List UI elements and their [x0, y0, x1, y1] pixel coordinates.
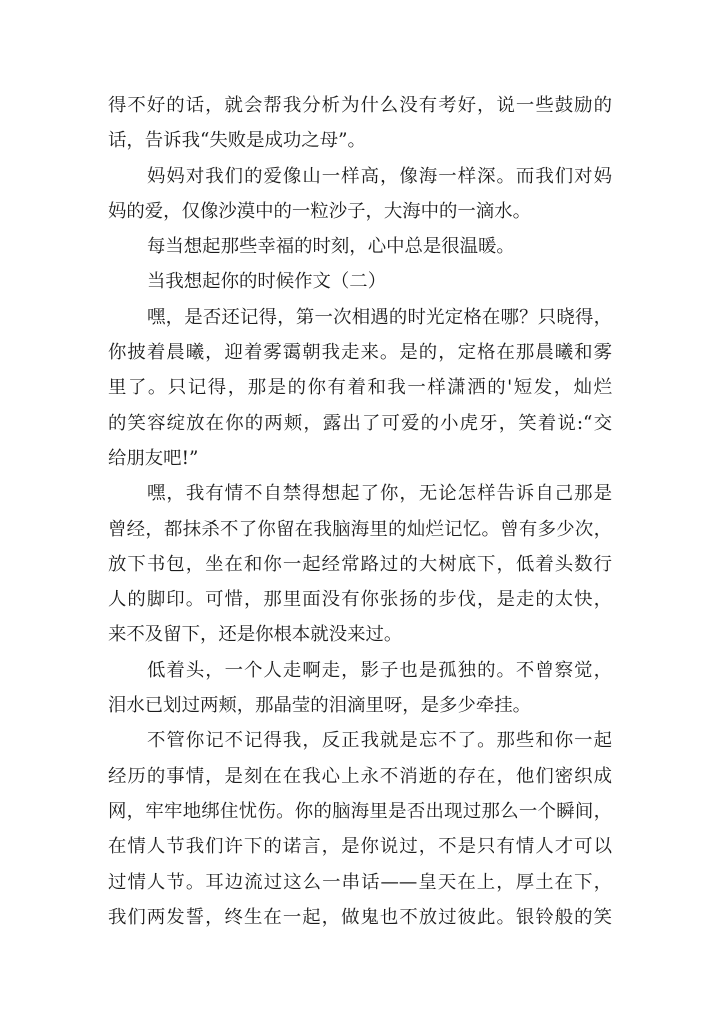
text-line: 我们两发誓，终生在一起，做鬼也不放过彼此。银铃般的笑	[108, 906, 612, 928]
paragraph	[108, 229, 612, 264]
text-line: 曾经，都抹杀不了你留在我脑海里的灿烂记忆。曾有多少次，	[108, 518, 612, 540]
text-line: 来不及留下，还是你根本就没来过。	[108, 624, 403, 646]
text-line: 网，牢牢地绑住忧伤。你的脑海里是否出现过那么一个瞬间，	[108, 800, 612, 822]
text-line: 在情人节我们许下的诺言，是你说过，不是只有情人才可以	[108, 836, 612, 858]
text-line: 放下书包，坐在和你一起经常路过的大树底下，低着头数行	[108, 553, 612, 575]
text-line: 里了。只记得，那是的你有着和我一样潇洒的'短发，灿烂	[108, 377, 612, 399]
text-line: 嘿，我有情不自禁得想起了你，无论怎样告诉自己那是	[147, 483, 612, 505]
paragraph	[108, 300, 612, 476]
text-line: 妈妈对我们的爱像山一样高，像海一样深。而我们对妈	[147, 165, 612, 187]
text-line: 经历的事情，是刻在在我心上永不消逝的存在，他们密织成	[108, 765, 612, 787]
text-line: 每当想起那些幸福的时刻，心中总是很温暖。	[147, 236, 515, 258]
paragraph	[108, 653, 612, 724]
text-line: 妈的爱，仅像沙漠中的一粒沙子，大海中的一滴水。	[108, 200, 531, 222]
text-line: 得不好的话，就会帮我分析为什么没有考好，说一些鼓励的	[108, 95, 612, 116]
text-line: 人的脚印。可惜，那里面没有你张扬的步伐，是走的太快，	[108, 589, 612, 611]
text-line: 嘿，是否还记得，第一次相遇的时光定格在哪？只晓得，	[147, 306, 612, 328]
section-title-text: 当我想起你的时候作文（二）	[147, 271, 387, 293]
text-line: 泪水已划过两颊，那晶莹的泪滴里呀，是多少牵挂。	[108, 695, 531, 717]
text-line: 的笑容绽放在你的两颊，露出了可爱的小虎牙，笑着说:“交	[108, 412, 612, 434]
text-line: 不管你记不记得我，反正我就是忘不了。那些和你一起	[147, 730, 612, 752]
paragraph	[108, 88, 612, 159]
paragraph	[108, 723, 612, 935]
paragraph	[108, 159, 612, 230]
text-line: 过情人节。耳边流过这么一串话——皇天在上，厚土在下，	[108, 871, 612, 893]
text-line: 低着头，一个人走啊走，影子也是孤独的。不曾察觉，	[147, 659, 612, 681]
paragraph	[108, 476, 612, 652]
text-line: 你披着晨曦，迎着雾霭朝我走来。是的，定格在那晨曦和雾	[108, 342, 612, 364]
text-line: 给朋友吧!”	[108, 447, 199, 469]
document-body	[108, 88, 612, 935]
text-line: 话，告诉我“失败是成功之母”。	[108, 130, 366, 152]
section-title	[108, 264, 612, 299]
